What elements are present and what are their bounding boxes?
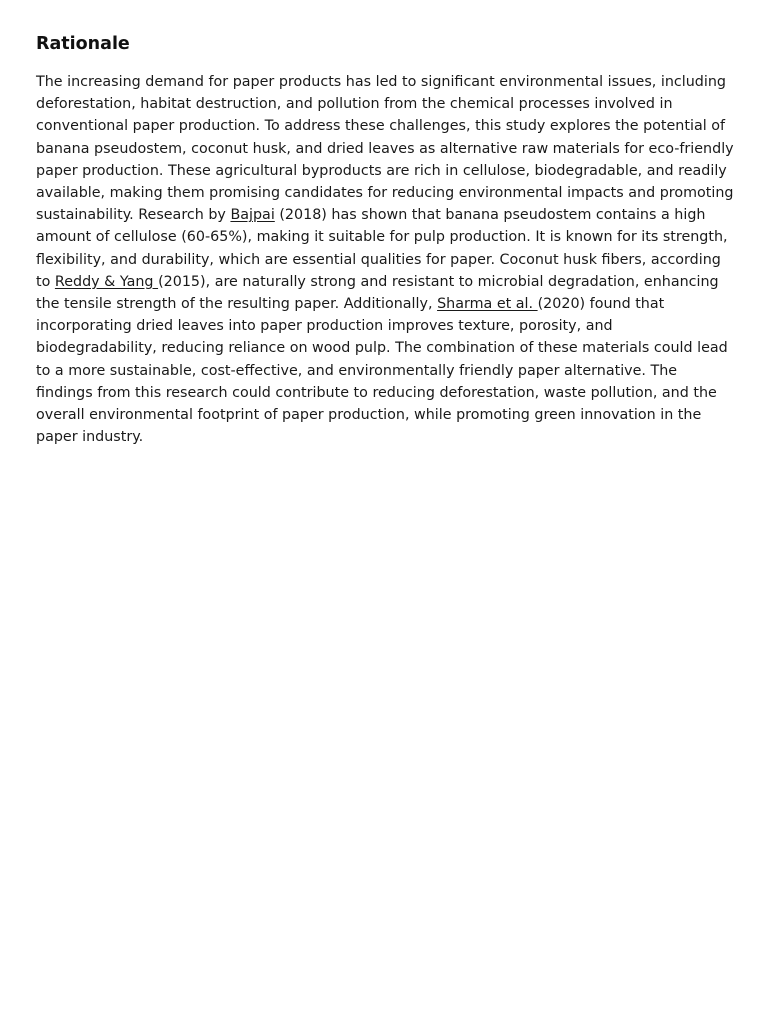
citation-link-reddy-yang[interactable]: Reddy & Yang (54, 273, 159, 290)
paragraph-text-1: The increasing demand for paper products has led to significant environmental issues, including deforestation, habitat destruction, and pollution from the chemical processes involved in conventional paper production. To address these challenges, this study explores the potential of banana pseudostem, coconut husk, and dried leaves as alternative raw materials for eco-friendly paper production. These agricultural byproducts are rich in cellulose, biodegradable, and readily available, making them promising candidates for reducing environmental impacts and promoting sustainability. Research by (36, 74, 734, 224)
rationale-paragraph (36, 71, 736, 448)
document-page (36, 32, 736, 448)
paragraph-text-4: (2020) found that incorporating dried leaves into paper production improves texture, porosity, and biodegradability, reducing reliance on wood pulp. The combination of these materials could lead to a more sustainable, cost-effective, and environmentally friendly paper alternative. The findings from this research could contribute to reducing deforestation, waste pollution, and the overall environmental footprint of paper production, while promoting green innovation in the paper industry. (36, 296, 728, 446)
citation-link-bajpai[interactable]: Bajpai (230, 207, 275, 224)
citation-link-sharma[interactable]: Sharma et al. (437, 296, 538, 313)
paragraph-text-3: (2015), are naturally strong and resistant to microbial degradation, enhancing the tensile strength of the resulting paper. Additionally, (36, 273, 719, 313)
section-heading: Rationale (36, 34, 130, 54)
paragraph-text-2: (2018) has shown that banana pseudostem contains a high amount of cellulose (60-65%), making it suitable for pulp production. It is known for its strength, flexibility, and durability, which are essential qualities for paper. Coconut husk fibers, according to (36, 207, 728, 290)
